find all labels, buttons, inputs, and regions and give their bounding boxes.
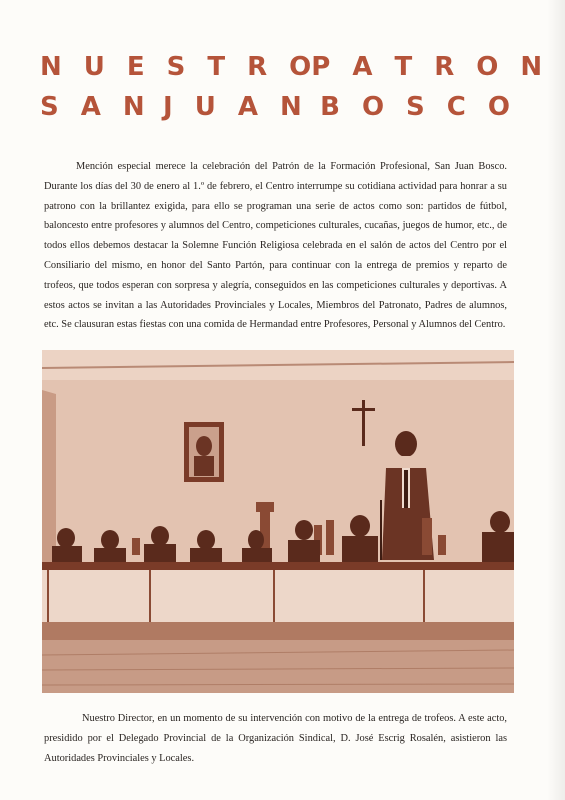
- title-word: P A T R O N: [311, 52, 543, 82]
- lead-paragraph: Mención especial merece la celebración del Patrón de la Formación Profesional, San Juan Bosco. Durante los días del 30 de enero al 1.º de febrero, el Centro interrumpe su cotidiana actividad para honrar a su patrono con la brillantez exigida, para ello se programan una serie de actos como son: partidos de fútbol, baloncesto entre profesores y alumnos del Centro, competiciones culturales, cucañas, juegos de humor, etc., de todos ellos debemos destacar la Solemne Función Religiosa celebrada en el salón de actos del Centro por el Consiliario del mismo, en honor del Santo Partón, para continuar con la entrega de premios y reparto de trofeos, que todos esperan con sorpresa y alegría, conseguidos en las competiciones culturales y deportivas. A estos actos se invitan a las Autoridades Provinciales y Locales, Miembros del Patronato, Padres de alumnos, etc. Se clausuran estas fiestas con una comida de Hermandad entre Profesores, Personal y Alumnos del Centro.: [44, 161, 507, 331]
- title-word: S A N: [40, 92, 145, 122]
- photo-caption: Nuestro Director, en un momento de su intervención con motivo de la entrega de trofeos. A este acto, presidido por el Delegado Provincial de la Organización Sindical, D. José Escrig Rosalén, asistieron las Autoridades Provinciales y Locales.: [44, 713, 507, 764]
- title-word: B O S C O: [320, 92, 510, 122]
- page-edge-shadow: [547, 0, 565, 800]
- title-line-2: [40, 92, 510, 122]
- title-word: J U A N: [163, 92, 302, 122]
- title-word: N U E S T R O: [40, 52, 312, 82]
- title-line-1: [40, 52, 543, 82]
- ceremony-photo: [42, 350, 514, 693]
- table-top: [42, 562, 514, 570]
- table-front: [42, 570, 514, 622]
